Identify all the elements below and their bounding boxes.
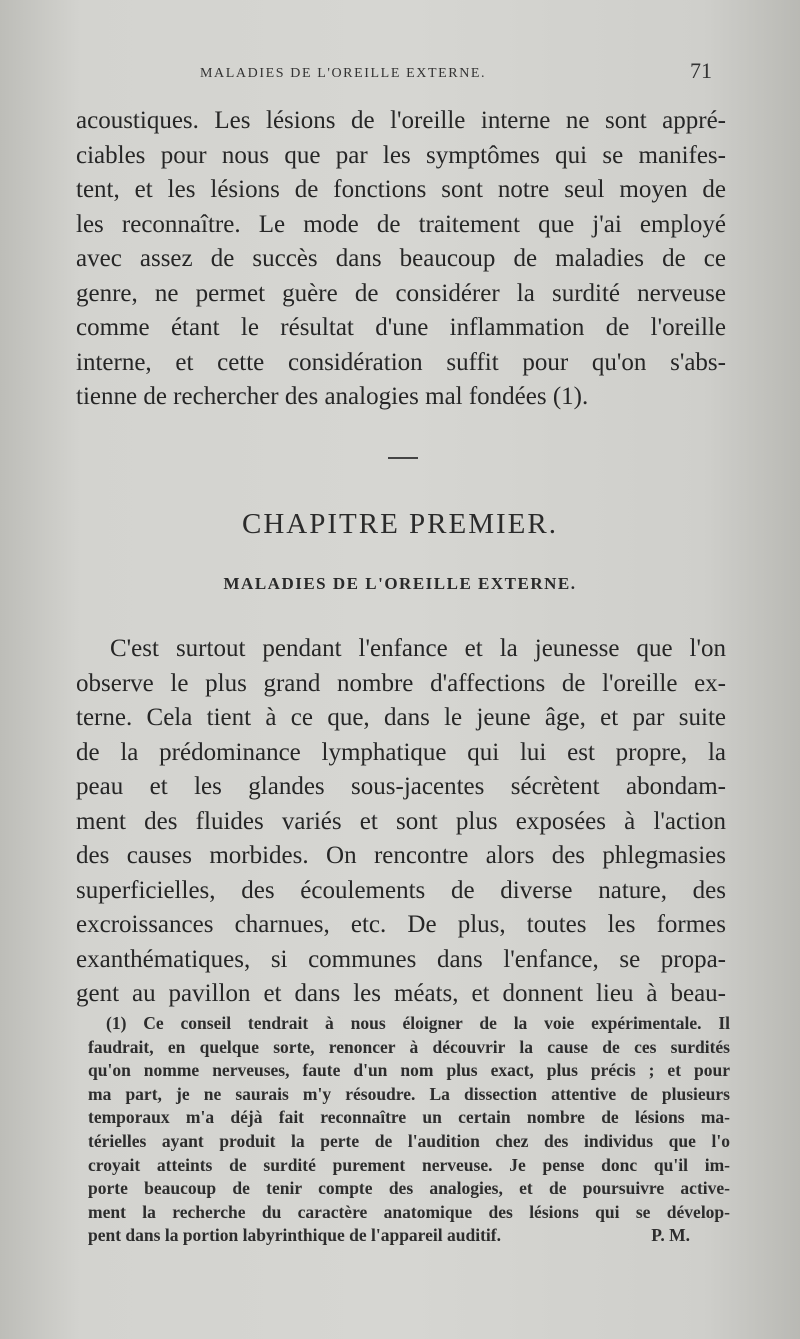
text-line: C'est surtout pendant l'enfance et la jeunesse que l'on xyxy=(110,635,726,662)
text-line: genre, ne permet guère de considérer la surdité nerveuse xyxy=(76,279,726,307)
footnote-line: ma part, je ne saurais m'y résoudre. La dissection attentive de plusieurs xyxy=(88,1083,730,1104)
text-line: ciables pour nous que par les symptômes qui se manifes- xyxy=(76,141,726,169)
footnote-line: croyait atteints de surdité purement nerveuse. Je pense donc qu'il im- xyxy=(88,1154,730,1175)
text-line: de la prédominance lymphatique qui lui est propre, la xyxy=(76,738,726,766)
text-line: observe le plus grand nombre d'affections de l'oreille ex- xyxy=(76,669,726,697)
text-line: interne, et cette considération suffit pour qu'on s'abs- xyxy=(76,348,726,376)
footnote-line: faudrait, en quelque sorte, renoncer à découvrir la cause de ces surdités xyxy=(88,1036,730,1057)
chapter-title: CHAPITRE PREMIER. xyxy=(242,508,558,540)
section-title: MALADIES DE L'OREILLE EXTERNE. xyxy=(223,574,577,593)
text-line: peau et les glandes sous-jacentes sécrètent abondam- xyxy=(76,773,726,800)
footnote-last-line xyxy=(88,1224,730,1248)
footnote-line: (1) Ce conseil tendrait à nous éloigner de la voie expérimentale. Il xyxy=(106,1013,730,1033)
text-line: acoustiques. Les lésions de l'oreille interne ne sont appré- xyxy=(76,107,726,134)
footnote xyxy=(88,1012,730,1248)
text-line: exanthématiques, si communes dans l'enfance, se propa- xyxy=(76,945,726,973)
text-line: ment des fluides variés et sont plus exposées à l'action xyxy=(76,807,726,835)
footnote-line: pent dans la portion labyrinthique de l'appareil auditif. xyxy=(88,1225,501,1246)
section-separator xyxy=(388,457,418,459)
text-line: superficielles, des écoulements de diverse nature, des xyxy=(76,876,726,904)
text-line: tent, et les lésions de fonctions sont notre seul moyen de xyxy=(76,176,726,203)
text-line: les reconnaître. Le mode de traitement que j'ai employé xyxy=(76,210,726,238)
text-line: gent au pavillon et dans les méats, et donnent lieu à beau- xyxy=(76,980,726,1007)
footnote-line: porte beaucoup de tenir compte des analogies, et de poursuivre active- xyxy=(88,1178,730,1199)
page-number: 71 xyxy=(690,58,712,83)
footnote-line: temporaux m'a déjà fait reconnaître un certain nombre de lésions ma- xyxy=(88,1107,730,1128)
text-line: excroissances charnues, etc. De plus, toutes les formes xyxy=(76,911,726,938)
main-paragraph xyxy=(76,632,726,1012)
text-line: tienne de rechercher des analogies mal fondées (1). xyxy=(76,383,589,410)
footnote-signature: P. M. xyxy=(651,1225,690,1246)
text-line: avec assez de succès dans beaucoup de maladies de ce xyxy=(76,245,726,272)
footnote-line: térielles ayant produit la perte de l'audition chez des individus que l'o xyxy=(88,1130,730,1151)
text-line: terne. Cela tient à ce que, dans le jeune âge, et par suite xyxy=(76,704,726,731)
text-line: des causes morbides. On rencontre alors des phlegmasies xyxy=(76,842,726,869)
text-line: comme étant le résultat d'une inflammation de l'oreille xyxy=(76,314,726,341)
footnote-line: ment la recherche du caractère anatomique des lésions qui se dévelop- xyxy=(88,1201,730,1222)
footnote-line: qu'on nomme nerveuses, faute d'un nom plus exact, plus précis ; et pour xyxy=(88,1060,730,1081)
running-head: MALADIES DE L'OREILLE EXTERNE. xyxy=(200,66,487,81)
top-paragraph xyxy=(76,104,726,415)
